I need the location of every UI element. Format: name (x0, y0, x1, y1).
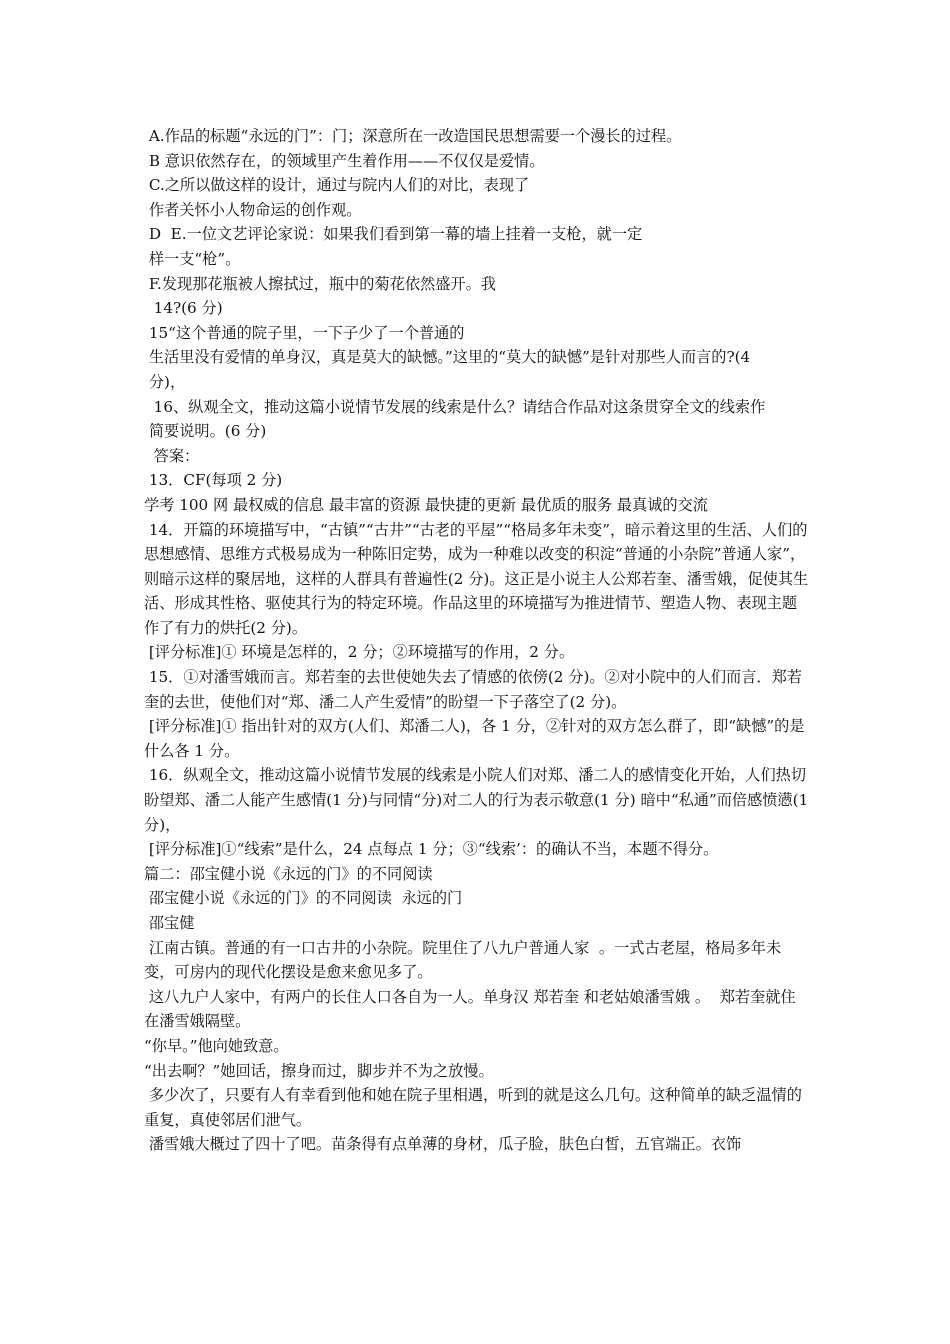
text-line: [评分标准]①“线索”是什么，24 点每点 1 分；③“线索’：的确认不当，本题不得分。 (144, 840, 719, 859)
text-line: 邵宝健 (144, 914, 195, 932)
text-line: A.作品的标题“永远的门”：门；深意所在一改造国民思想需要一个漫长的过程。 (144, 127, 682, 145)
text-line: 样一支“枪”。 (144, 249, 241, 268)
document-page (144, 124, 814, 1157)
text-line: 分)， (144, 372, 186, 391)
text-line: 15．①对潘雪娥而言。郑若奎的去世使她失去了情感的依傍(2 分)。②对小院中的人们而言．郑若奎的去世，使他们对“郑、潘二人产生爱情”的盼望一下子落空了(2 分)。 (144, 668, 802, 711)
text-line: 多少次了，只要有人有幸看到他和她在院子里相遇，听到的就是这么几句。这种简单的缺乏温情的重复，真使邻居们泄气。 (144, 1086, 802, 1129)
text-line: B 意识依然存在，的领域里产生着作用——不仅仅是爱情。 (144, 151, 545, 170)
text-line: [评分标准]① 指出针对的双方(人们、郑潘二人)，各 1 分，②针对的双方怎么群了，即“缺憾”的是什么各 1 分。 (144, 717, 805, 760)
text-line: 15“这个普通的院子里，一下子少了一个普通的 (144, 323, 465, 342)
text-line: 14．开篇的环境描写中，“古镇”“古井”“古老的平屋”“格局多年未变”，暗示着这里的生活、人们的思想感情、思维方式极易成为一种陈旧定势，成为一种难以改变的积淀“普通的小杂院”普通人家”，则暗示这样的聚居地，这样的人群具有普遍性(2 分)。这正是小说主人公郑若奎、潘雪娥，促使其生活、形成其性格、驱使其行为的特定环境。作品这里的环境描写为推进情节、塑造人物、表现主题作了有力的烘托(2 分)。 (144, 520, 809, 637)
text-line: D E.一位文艺评论家说：如果我们看到第一幕的墙上挂着一支枪，就一定 (144, 225, 643, 244)
text-line: [评分标准]① 环境是怎样的，2 分；②环境描写的作用，2 分。 (144, 643, 575, 662)
text-line: 这八九户人家中，有两户的长住人口各自为一人。单身汉 郑若奎 和老姑娘潘雪娥 。 郑若奎就住在潘雪娥隔壁。 (144, 987, 796, 1031)
text-line: “你早。”他向她致意。 (144, 1036, 289, 1055)
text-line: C.之所以做这样的设计，通过与院内人们的对比，表现了 (144, 176, 530, 195)
text-line: 潘雪娥大概过了四十了吧。苗条得有点单薄的身材，瓜子脸，肤色白皙，五官端正。衣饰 (144, 1135, 742, 1154)
text-line: 篇二：邵宝健小说《永远的门》的不同阅读 (144, 864, 433, 883)
text-line: 生活里没有爱情的单身汉，真是莫大的缺憾。”这里的“莫大的缺憾”是针对那些人而言的?(4 (144, 348, 751, 367)
text-line: 简要说明。(6 分) (144, 422, 267, 441)
text-line: 作者关怀小人物命运的创作观。 (144, 200, 362, 219)
text-line: 学考 100 网 最权威的信息 最丰富的资源 最快捷的更新 最优质的服务 最真诚的交流 (144, 495, 708, 514)
text-line: 16．纵观全文，推动这篇小说情节发展的线索是小院人们对郑、潘二人的感情变化开始，人们热切盼望郑、潘二人能产生感情(1 分)与同情“分)对二人的行为表示敬意(1 分) 暗中“私通”而倍感愤懑(1 分)， (144, 766, 814, 834)
text-line: “出去啊？”她回话，擦身而过，脚步并不为之放慢。 (144, 1061, 494, 1080)
text-line: F.发现那花瓶被人擦拭过，瓶中的菊花依然盛开。我 (144, 274, 496, 293)
text-line: 答案： (144, 446, 200, 465)
text-line: 13．CF(每项 2 分) (144, 471, 283, 490)
text-line: 邵宝健小说《永远的门》的不同阅读 永远的门 (144, 889, 463, 908)
text-line: 16、纵观全文，推动这篇小说情节发展的线索是什么？请结合作品对这条贯穿全文的线索作 (144, 397, 766, 416)
text-line: 14?(6 分) (144, 299, 223, 318)
text-line: 江南古镇。普通的有一口古井的小杂院。院里住了八九户普通人家 。一式古老屋，格局多年未变，可房内的现代化摆设是愈来愈见多了。 (144, 938, 782, 982)
